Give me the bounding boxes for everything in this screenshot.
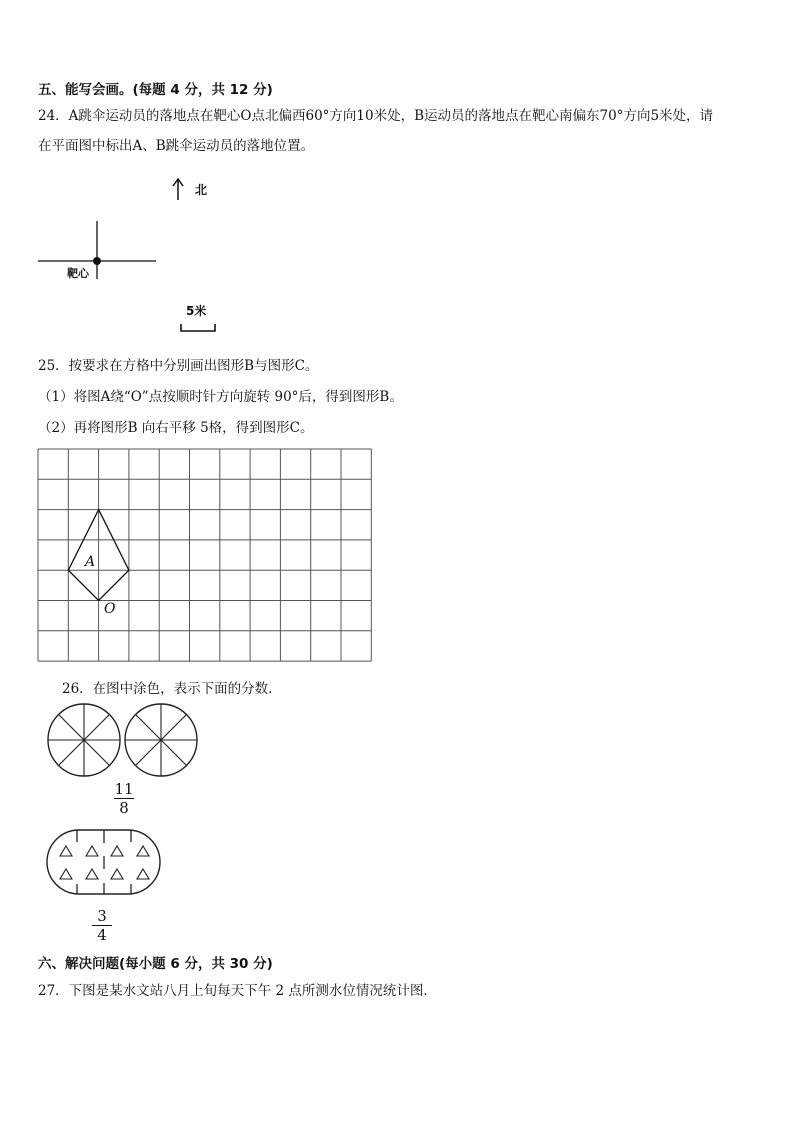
triangle-icon[interactable]	[111, 846, 123, 856]
fraction-2-denominator: 4	[97, 926, 107, 944]
triangle-icon[interactable]	[86, 846, 98, 856]
fraction-three-quarters	[90, 908, 114, 943]
north-label: 北	[195, 183, 208, 197]
question-24-line-2: 在平面图中标出A、B跳伞运动员的落地位置。	[38, 138, 315, 154]
triangle-icon[interactable]	[86, 869, 98, 879]
shape-a-label: A	[85, 554, 96, 570]
question-25-part-1: （1）将图A绕“O”点按顺时针方向旋转 90°后，得到图形B。	[38, 389, 403, 405]
fraction-1-denominator: 8	[119, 799, 129, 817]
question-25-stem: 25．按要求在方格中分别画出图形B与图形C。	[38, 358, 319, 374]
fraction-2-numerator: 3	[97, 907, 107, 925]
question-27-stem: 27．下图是某水文站八月上旬每天下午 2 点所测水位情况统计图．	[38, 983, 437, 999]
triangle-icon[interactable]	[137, 846, 149, 856]
section-five-heading: 五、能写会画。(每题 4 分，共 12 分)	[38, 82, 273, 98]
point-o-label: O	[104, 601, 116, 617]
triangle-icon[interactable]	[60, 869, 72, 879]
triangle-icon[interactable]	[60, 846, 72, 856]
triangle-icon[interactable]	[137, 869, 149, 879]
question-24-line-1: 24．A跳伞运动员的落地点在靶心O点北偏西60°方向10米处，B运动员的落地点在靶心南偏东70°方向5米处，请	[38, 108, 714, 124]
question-26-stem: 26．在图中涂色，表示下面的分数．	[62, 681, 282, 697]
scale-label: 5米	[186, 304, 207, 318]
triangle-icon[interactable]	[111, 869, 123, 879]
section-six-heading: 六、解决问题(每小题 6 分，共 30 分)	[38, 956, 273, 972]
question-25-part-2: （2）再将图形B 向右平移 5格，得到图形C。	[38, 420, 314, 436]
target-center-label: 靶心	[67, 267, 89, 280]
fraction-1-numerator: 11	[114, 780, 134, 798]
